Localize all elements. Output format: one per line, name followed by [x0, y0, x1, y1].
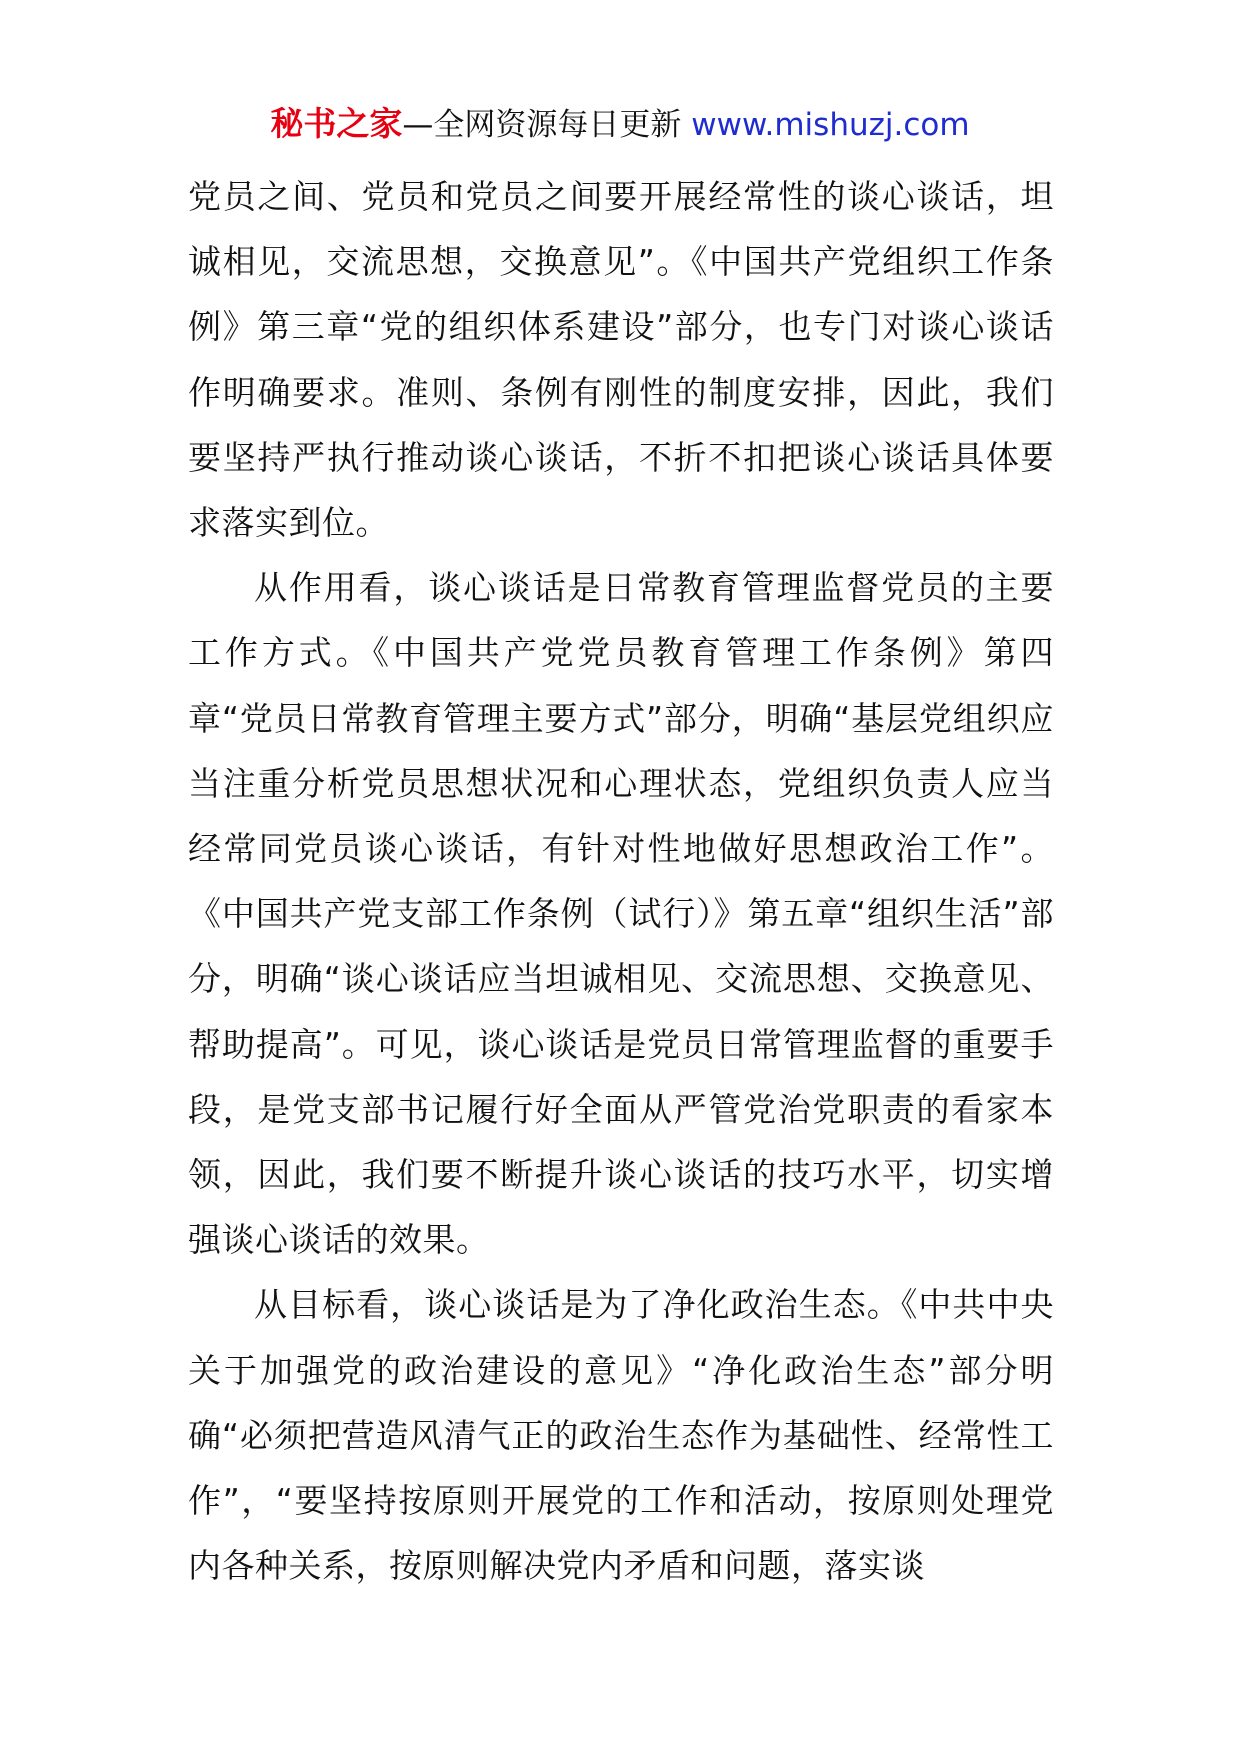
document-body	[188, 164, 1054, 1598]
site-url-link[interactable]: www.mishuzj.com	[691, 107, 970, 143]
brand-name: 秘书之家	[270, 104, 403, 143]
paragraph-3: 从目标看，谈心谈话是为了净化政治生态。《中共中央关于加强党的政治建设的意见》“净化政治生态”部分明确“必须把营造风清气正的政治生态作为基础性、经常性工作”，“要坚持按原则开展党的工作和活动，按原则处理党内各种关系，按原则解决党内矛盾和问题，落实谈	[188, 1285, 1054, 1586]
header-tagline: —全网资源每日更新	[402, 107, 692, 143]
paragraph-1: 党员之间、党员和党员之间要开展经常性的谈心谈话，坦诚相见，交流思想，交换意见”。《中国共产党组织工作条例》第三章“党的组织体系建设”部分，也专门对谈心谈话作明确要求。准则、条例有刚性的制度安排，因此，我们要坚持严执行推动谈心谈话，不折不扣把谈心谈话具体要求落实到位。	[188, 177, 1054, 543]
paragraph-2: 从作用看，谈心谈话是日常教育管理监督党员的主要工作方式。《中国共产党党员教育管理工作条例》第四章“党员日常教育管理主要方式”部分，明确“基层党组织应当注重分析党员思想状况和心理状态，党组织负责人应当经常同党员谈心谈话，有针对性地做好思想政治工作”。《中国共产党支部工作条例（试行）》第五章“组织生活”部分，明确“谈心谈话应当坦诚相见、交流思想、交换意见、帮助提高”。可见，谈心谈话是党员日常管理监督的重要手段，是党支部书记履行好全面从严管党治党职责的看家本领，因此，我们要不断提升谈心谈话的技巧水平，切实增强谈心谈话的效果。	[188, 568, 1054, 1260]
page-header	[0, 102, 1240, 147]
